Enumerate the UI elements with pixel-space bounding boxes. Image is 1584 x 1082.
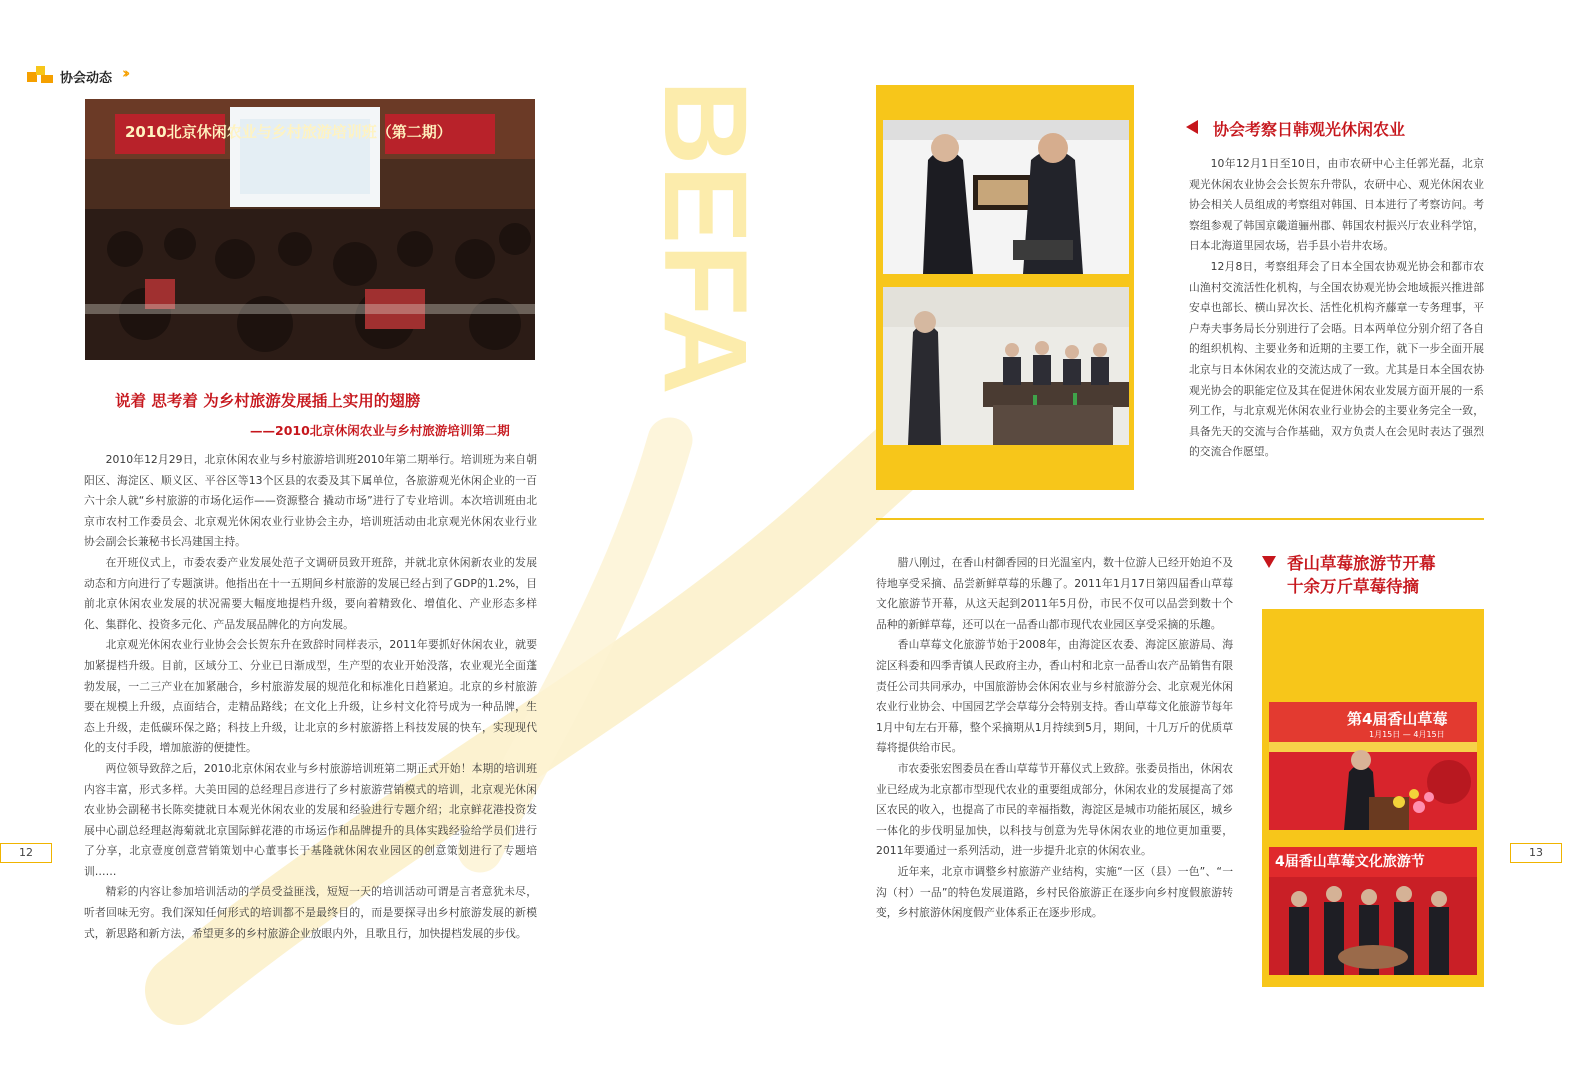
training-class-photo bbox=[85, 99, 535, 360]
section-divider bbox=[876, 518, 1484, 520]
article3-body bbox=[876, 553, 1233, 924]
article3-paragraph: 香山草莓文化旅游节始于2008年，由海淀区农委、海淀区旅游局、海淀区科委和四季青镇人民政府主办，香山村和北京一品香山农产品销售有限责任公司共同承办，中国旅游协会休闲农业与乡村旅游分会、北京观光休闲农业行业协会、中国园艺学会草莓分会特别支持。香山草莓文化旅游节每年1月中旬左右开幕，整个采摘期从1月持续到5月，期间，十几万斤的优质草莓将提供给市民。 bbox=[876, 638, 1233, 755]
page-number-left: 12 bbox=[0, 843, 52, 863]
article3-paragraph: 腊八刚过，在香山村御香园的日光温室内，数十位游人已经开始迫不及待地享受采摘、品尝新鲜草莓的乐趣了。2011年1月17日第四届香山草莓文化旅游节开幕，从这天起到2011年5月份，市民不仅可以品尝到数十个品种的新鲜草莓，还可以在一品香山都市现代农业园区享受采摘的乐趣。 bbox=[876, 556, 1233, 631]
article1-title: 说着 思考着 为乡村旅游发展插上实用的翅膀 bbox=[115, 392, 421, 410]
article3-paragraph: 市农委张宏图委员在香山草莓节开幕仪式上致辞。张委员指出，休闲农业已经成为北京都市型现代农业的重要组成部分，休闲农业的发展提高了郊区农民的收入，也提高了市民的幸福指数，海淀区是城市功能拓展区，城乡一体化的步伐明显加快，以科技与创意为先导休闲农业的地位更加重要，2011年要通过一系列活动，进一步提升北京的休闲农业。 bbox=[876, 761, 1233, 858]
japan-handshake-photo bbox=[883, 120, 1129, 274]
befa-watermark-text: BEFA bbox=[639, 80, 771, 395]
article1-paragraph: 在开班仪式上，市委农委产业发展处范子文调研员致开班辞，并就北京休闲新农业的发展动态和方向进行了专题演讲。他指出在十一五期间乡村旅游的发展已经占到了GDP的1.2%，目前北京休闲农业发展的状况需要大幅度地提档升级，要向着精致化、增值化、产业形态多样化、集群化、投资多元化、产品发展品牌化的方向发展。 bbox=[84, 555, 537, 631]
article1-paragraph: 精彩的内容让参加培训活动的学员受益匪浅，短短一天的培训活动可谓是言者意犹未尽，听者回味无穷。我们深知任何形式的培训都不是最终目的，而是要探寻出乡村旅游发展的新模式，新思路和新方法，希望更多的乡村旅游企业放眼内外，且歌且行，加快提档发展的步伐。 bbox=[84, 885, 537, 940]
article1-paragraph: 北京观光休闲农业行业协会会长贺东升在致辞时同样表示，2011年要抓好休闲农业，就要加紧提档升级。目前，区域分工、分业已日渐成型，生产型的农业开始没落，农业观光全面蓬勃发展，一二三产业在加紧融合，乡村旅游发展的规范化和标准化日趋紧迫。北京的乡村旅游要在规模上升级，点面结合，走精品路线；在文化上升级，让乡村文化符号成为一种品牌，生态上升级，走低碳环保之路；科技上升级，让北京的乡村旅游搭上科技发展的快车，实现现代化的支付手段，增加旅游的便捷性。 bbox=[84, 638, 537, 755]
double-chevron-icon: ›› bbox=[122, 64, 127, 82]
festival-dates-text: 1月15日 — 4月15日 bbox=[1369, 730, 1445, 739]
photo-banner-text: 2010北京休闲农业与乡村旅游培训班（第二期） bbox=[125, 123, 452, 141]
befa-watermark bbox=[575, 80, 771, 460]
article3-title-line1: 香山草莓旅游节开幕 bbox=[1287, 554, 1436, 573]
article1-subtitle: ——2010北京休闲农业与乡村旅游培训第二期 bbox=[250, 423, 510, 438]
triangle-down-icon bbox=[1262, 556, 1276, 568]
japan-meeting-photo bbox=[883, 287, 1129, 445]
section-logo-icon bbox=[27, 66, 53, 84]
festival-speech-photo bbox=[1269, 702, 1477, 830]
section-title: 协会动态 bbox=[60, 71, 113, 86]
article1-paragraph: 两位领导致辞之后，2010北京休闲农业与乡村旅游培训班第二期正式开始！本期的培训班内容丰富，形式多样。大美田园的总经理吕彦进行了乡村旅游营销模式的培训，北京观光休闲农业协会副秘书长陈奕捷就日本观光休闲农业的发展和经验进行专题介绍；北京鲜花港投资发展中心副总经理赵海菊就北京国际鲜花港的市场运作和品牌提升的具体实践经验给学员们进行了分享，北京壹度创意营销策划中心董事长于基隆就休闲农业园区的创意策划进行了专题培训…… bbox=[84, 761, 537, 878]
article1-paragraph: 2010年12月29日，北京休闲农业与乡村旅游培训班2010年第二期举行。培训班为来自朝阳区、海淀区、顺义区、平谷区等13个区县的农委及其下属单位，各旅游观光休闲企业的一百六十余人就“乡村旅游的市场化运作——资源整合 撬动市场”进行了专业培训。本次培训班由北京市农村工作委员会、北京观光休闲农业行业协会主办，培训班活动由北京观光休闲农业行业协会副会长兼秘书长冯建国主持。 bbox=[84, 453, 537, 549]
festival-ceremony-photo bbox=[1269, 847, 1477, 975]
article2-title: 协会考察日韩观光休闲农业 bbox=[1213, 120, 1406, 139]
article2-paragraph: 12月8日，考察组拜会了日本全国农协观光协会和都市农山渔村交流活性化机构，与全国农协观光协会地域振兴推进部安卓也部长、横山昇次长、活性化机构齐藤章一专务理事，平户寿夫事务局长分别进行了会晤。日本两单位分别介绍了各自的组织机构、主要业务和近期的主要工作，就下一步全面开展北京与日本休闲农业的交流达成了一致。尤其是日本全国农协观光协会的职能定位及其在促进休闲农业发展方面开展的一系列工作，与北京观光休闲农业行业协会的主要业务完全一致，具备先天的交流与合作基础，双方负责人在会见时表达了强烈的交流合作愿望。 bbox=[1189, 259, 1484, 459]
article3-paragraph: 近年来，北京市调整乡村旅游产业结构，实施“一区（县）一色”、“一沟（村）一品”的特色发展道路，乡村民俗旅游正在逐步向乡村度假旅游转变，乡村旅游休闲度假产业体系正在逐步形成。 bbox=[876, 864, 1233, 920]
page-number-right: 13 bbox=[1510, 843, 1562, 863]
article3-title-line2: 十余万斤草莓待摘 bbox=[1287, 577, 1419, 596]
article2-paragraph: 10年12月1日至10日，由市农研中心主任郭光磊，北京观光休闲农业协会会长贺东升带队，农研中心、观光休闲农业协会相关人员组成的考察组对韩国、日本进行了考察访问。考察组参观了韩国京畿道骊州郡、韩国农村振兴厅农业科学馆，日本北海道里园农场，岩手县小岩井农场。 bbox=[1189, 157, 1484, 253]
article2-body bbox=[1189, 154, 1484, 463]
triangle-left-icon bbox=[1186, 120, 1198, 134]
festival-banner-text: 第4届香山草莓 bbox=[1347, 710, 1448, 728]
festival-banner2-text: 4届香山草莓文化旅游节 bbox=[1275, 854, 1425, 870]
article1-body bbox=[84, 450, 537, 944]
